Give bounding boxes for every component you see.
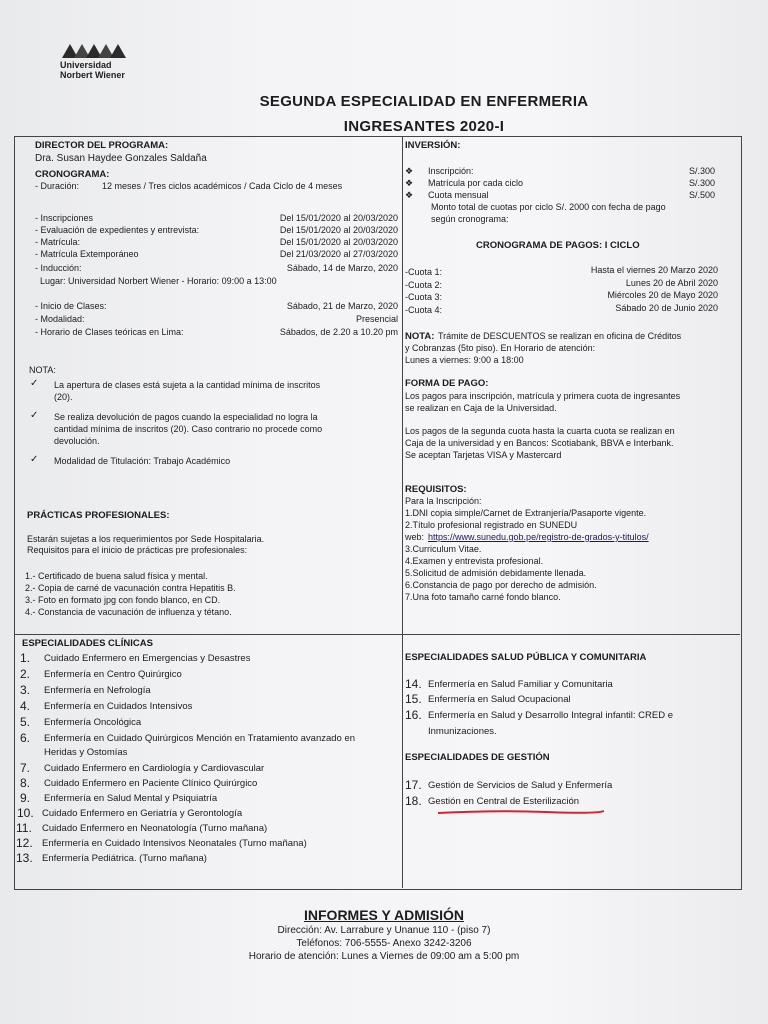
forma-pago-text: Los pagos para inscripción, matrícula y primera cuota de ingresantes <box>405 391 681 401</box>
schedule-value: Del 15/01/2020 al 20/03/2020 <box>279 213 398 223</box>
column-divider <box>402 136 403 888</box>
practicas-heading: PRÁCTICAS PROFESIONALES: <box>27 510 170 521</box>
row-divider <box>14 634 740 635</box>
requisitos-heading: REQUISITOS: <box>405 484 467 495</box>
specialty-item: Heridas y Ostomías <box>44 747 128 758</box>
monto-text: Monto total de cuotas por ciclo S/. 2000 con fecha de pago <box>431 202 666 212</box>
specialty-item: Cuidado Enfermero en Cardiología y Cardiovascular <box>44 763 265 774</box>
document-title: SEGUNDA ESPECIALIDAD EN ENFERMERIA <box>259 93 589 110</box>
specialty-item: Enfermería en Salud Familiar y Comunitaria <box>428 679 613 690</box>
document-subtitle: INGRESANTES 2020-I <box>343 118 505 135</box>
nota-heading: NOTA: <box>29 365 56 375</box>
logo-mark-icon <box>60 40 130 60</box>
note-line: (20). <box>54 392 73 402</box>
practicas-item: 4.- Constancia de vacunación de influenza y tétano. <box>25 607 232 617</box>
director-name: Dra. Susan Haydee Gonzales Saldaña <box>35 153 207 164</box>
forma-pago-text: Caja de la universidad y en Bancos: Scotiabank, BBVA e Interbank. <box>405 438 674 448</box>
inversion-value: S/.500 <box>688 190 715 200</box>
monto-text: según cronograma: <box>431 214 509 224</box>
duracion-value: 12 meses / Tres ciclos académicos / Cada Ciclo de 4 meses <box>102 181 343 191</box>
forma-pago-text: Los pagos de la segunda cuota hasta la cuarta cuota se realizan en <box>405 426 675 436</box>
note-line: cantidad mínima de inscritos (20). Caso contrario no procede como <box>54 424 323 434</box>
specialty-number: 4. <box>20 699 31 713</box>
diamond-bullet-icon: ❖ <box>405 190 414 200</box>
specialty-number: 18. <box>405 794 422 808</box>
cuota-value: Miércoles 20 de Mayo 2020 <box>607 290 718 300</box>
web-label: web: <box>405 532 425 542</box>
inversion-value: S/.300 <box>688 178 715 188</box>
specialty-item: Enfermería en Salud Mental y Psiquiatría <box>44 793 218 804</box>
schedule-label: - Inscripciones <box>35 213 94 223</box>
specialty-item: Enfermería Oncológica <box>44 717 142 728</box>
specialty-number: 7. <box>20 761 31 775</box>
schedule-label: - Horario de Clases teóricas en Lima: <box>35 327 184 337</box>
check-icon: ✓ <box>30 410 39 421</box>
check-icon: ✓ <box>30 378 39 389</box>
university-logo <box>60 40 170 80</box>
red-underline-mark <box>436 808 606 816</box>
nota-text: y Cobranzas (5to piso). En Horario de atención: <box>405 343 596 353</box>
schedule-value: Sábados, de 2.20 a 10.20 pm <box>279 327 398 337</box>
clinicas-heading: ESPECIALIDADES CLÍNICAS <box>22 638 153 649</box>
note-line: Se realiza devolución de pagos cuando la especialidad no logra la <box>54 412 318 422</box>
specialty-item: Enfermería Pediátrica. (Turno mañana) <box>42 853 207 864</box>
cronograma-heading: CRONOGRAMA: <box>35 169 110 180</box>
practicas-intro: Estarán sujetas a los requerimientos por Sede Hospitalaria. <box>27 534 265 544</box>
schedule-value: Del 21/03/2020 al 27/03/2020 <box>279 249 398 259</box>
requisito-item: 4.Examen y entrevista profesional. <box>405 556 544 566</box>
specialty-number: 5. <box>20 715 31 729</box>
schedule-value: Presencial <box>355 314 398 324</box>
sunedu-link[interactable]: https://www.sunedu.gob.pe/registro-de-grados-y-titulos/ <box>428 532 649 542</box>
specialty-item: Enfermería en Salud Ocupacional <box>428 694 571 705</box>
specialty-item: Cuidado Enfermero en Geriatría y Gerontología <box>42 808 243 819</box>
specialty-item: Enfermería en Cuidado Quirúrgicos Mención en Tratamiento avanzado en <box>44 733 356 744</box>
cuota-label: -Cuota 3: <box>405 292 443 302</box>
logo-line-1: Universidad <box>60 60 112 70</box>
inversion-label: Cuota mensual <box>428 190 489 200</box>
gestion-heading: ESPECIALIDADES DE GESTIÓN <box>405 752 550 763</box>
cuota-label: -Cuota 1: <box>405 267 443 277</box>
specialty-number: 9. <box>20 791 31 805</box>
footer-title: INFORMES Y ADMISIÓN <box>304 907 464 923</box>
requisito-item: 7.Una foto tamaño carné fondo blanco. <box>405 592 561 602</box>
note-line: Modalidad de Titulación: Trabajo Académico <box>54 456 231 466</box>
specialty-item: Inmunizaciones. <box>428 726 497 737</box>
specialty-number: 12. <box>16 836 33 850</box>
cuota-label: -Cuota 2: <box>405 280 443 290</box>
specialty-number: 3. <box>20 683 31 697</box>
specialty-number: 11. <box>16 821 32 835</box>
specialty-number: 8. <box>20 776 31 790</box>
schedule-value: Sábado, 21 de Marzo, 2020 <box>286 301 398 311</box>
footer-direccion: Dirección: Av. Larrabure y Unanue 110 - (piso 7) <box>277 925 491 936</box>
specialty-item: Gestión de Servicios de Salud y Enfermería <box>428 780 613 791</box>
specialty-number: 6. <box>20 731 31 745</box>
diamond-bullet-icon: ❖ <box>405 166 414 176</box>
schedule-label: - Modalidad: <box>35 314 85 324</box>
footer-telefonos: Teléfonos: 706-5555- Anexo 3242-3206 <box>296 938 472 949</box>
specialty-item: Enfermería en Cuidado Intensivos Neonatales (Turno mañana) <box>42 838 307 849</box>
pagos-heading: CRONOGRAMA DE PAGOS: I CICLO <box>476 240 640 251</box>
specialty-item: Cuidado Enfermero en Paciente Clínico Quirúrgico <box>44 778 258 789</box>
cuota-value: Hasta el viernes 20 Marzo 2020 <box>590 265 718 275</box>
practicas-item: 1.- Certificado de buena salud física y mental. <box>25 571 208 581</box>
requisitos-intro: Para la Inscripción: <box>405 496 482 506</box>
footer-horario: Horario de atención: Lunes a Viernes de 09:00 am a 5:00 pm <box>248 951 520 962</box>
specialty-number: 17. <box>405 778 422 792</box>
specialty-item: Cuidado Enfermero en Neonatología (Turno mañana) <box>42 823 268 834</box>
schedule-label: - Matrícula Extemporáneo <box>35 249 139 259</box>
schedule-label: - Evaluación de expedientes y entrevista: <box>35 225 200 235</box>
specialty-item: Enfermería en Cuidados Intensivos <box>44 701 193 712</box>
note-line: La apertura de clases está sujeta a la cantidad mínima de inscritos <box>54 380 321 390</box>
inversion-label: Inscripción: <box>428 166 474 176</box>
schedule-label: - Matrícula: <box>35 237 81 247</box>
specialty-item: Gestión en Central de Esterilización <box>428 796 580 807</box>
specialty-number: 13. <box>16 851 33 865</box>
specialty-number: 15. <box>405 692 422 706</box>
schedule-label: - Inducción: <box>35 263 82 273</box>
practicas-item: 2.- Copia de carné de vacunación contra Hepatitis B. <box>25 583 236 593</box>
nota-text: Lunes a viernes: 9:00 a 18:00 <box>405 355 524 365</box>
cuota-value: Lunes 20 de Abril 2020 <box>625 278 718 288</box>
specialty-number: 16. <box>405 708 422 722</box>
schedule-label: - Inicio de Clases: <box>35 301 107 311</box>
specialty-item: Enfermería en Salud y Desarrollo Integral infantil: CRED e <box>428 710 674 721</box>
forma-pago-heading: FORMA DE PAGO: <box>405 378 489 389</box>
logo-line-2: Norbert Wiener <box>60 70 125 80</box>
nota-label: NOTA: <box>405 331 435 342</box>
forma-pago-text: se realizan en Caja de la Universidad. <box>405 403 557 413</box>
specialty-number: 2. <box>20 667 31 681</box>
requisito-item: 5.Solicitud de admisión debidamente llenada. <box>405 568 587 578</box>
specialty-number: 10. <box>17 806 34 820</box>
schedule-value: Sábado, 14 de Marzo, 2020 <box>286 263 398 273</box>
director-heading: DIRECTOR DEL PROGRAMA: <box>35 140 169 151</box>
note-line: devolución. <box>54 436 100 446</box>
cuota-label: -Cuota 4: <box>405 305 443 315</box>
inversion-value: S/.300 <box>688 166 715 176</box>
practicas-intro: Requisitos para el inicio de prácticas pre profesionales: <box>27 545 248 555</box>
specialty-number: 1. <box>20 651 31 665</box>
requisito-item: 3.Curriculum Vitae. <box>405 544 482 554</box>
specialty-item: Enfermería en Centro Quirúrgico <box>44 669 182 680</box>
requisito-item: 6.Constancia de pago por derecho de admisión. <box>405 580 597 590</box>
requisito-item: 1.DNI copia simple/Carnet de Extranjería/Pasaporte vigente. <box>405 508 647 518</box>
practicas-item: 3.- Foto en formato jpg con fondo blanco, en CD. <box>25 595 221 605</box>
lugar-text: Lugar: Universidad Norbert Wiener - Horario: 09:00 a 13:00 <box>40 276 277 286</box>
requisito-item: 2.Título profesional registrado en SUNEDU <box>405 520 578 530</box>
inversion-label: Matrícula por cada ciclo <box>428 178 524 188</box>
salud-publica-heading: ESPECIALIDADES SALUD PÚBLICA Y COMUNITARIA <box>405 652 647 663</box>
cuota-value: Sábado 20 de Junio 2020 <box>615 303 718 313</box>
specialty-number: 14. <box>405 677 422 691</box>
schedule-value: Del 15/01/2020 al 20/03/2020 <box>279 225 398 235</box>
forma-pago-text: Se aceptan Tarjetas VISA y Mastercard <box>405 450 562 460</box>
check-icon: ✓ <box>30 454 39 465</box>
specialty-item: Enfermería en Nefrología <box>44 685 151 696</box>
specialty-item: Cuidado Enfermero en Emergencias y Desastres <box>44 653 251 664</box>
schedule-value: Del 15/01/2020 al 20/03/2020 <box>279 237 398 247</box>
nota-text: Trámite de DESCUENTOS se realizan en oficina de Créditos <box>438 331 682 341</box>
duracion-label: - Duración: <box>35 181 80 191</box>
inversion-heading: INVERSIÓN: <box>405 140 461 151</box>
diamond-bullet-icon: ❖ <box>405 178 414 188</box>
